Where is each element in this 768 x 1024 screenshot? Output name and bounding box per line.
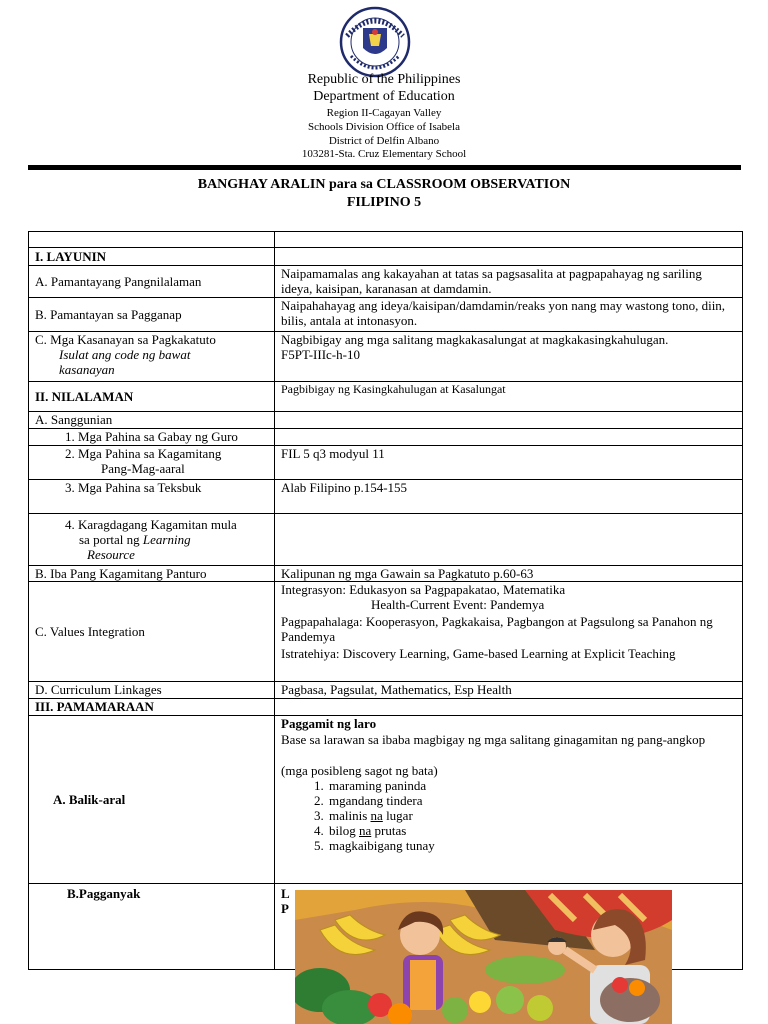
pamantayang-pangnilalaman-label: A. Pamantayang Pangnilalaman bbox=[29, 266, 275, 298]
teksbuk-label: 3. Mga Pahina sa Teksbuk bbox=[65, 480, 202, 495]
answer-item: 4. bilog na prutas bbox=[327, 823, 736, 838]
iba-pang-kagamitan-value: Kalipunan ng mga Gawain sa Pagkatuto p.60-63 bbox=[275, 566, 743, 582]
teksbuk-cell bbox=[29, 480, 275, 514]
gabay-ng-guro-label: 1. Mga Pahina sa Gabay ng Guro bbox=[65, 429, 238, 444]
answer-list bbox=[281, 778, 736, 853]
kagamitang-value: FIL 5 q3 modyul 11 bbox=[275, 446, 743, 480]
teksbuk-value: Alab Filipino p.154-155 bbox=[275, 480, 743, 514]
integrasyon-text: Integrasyon: Edukasyon sa Pagpapakatao, Matematika bbox=[281, 582, 566, 597]
curriculum-linkages-label: D. Curriculum Linkages bbox=[29, 682, 275, 699]
kasanayan-cell bbox=[29, 332, 275, 382]
nilalaman-value: Pagbibigay ng Kasingkahulugan at Kasalungat bbox=[275, 382, 743, 412]
deped-seal-logo bbox=[333, 6, 417, 78]
header-divider bbox=[28, 165, 741, 170]
section-layunin-heading: I. LAYUNIN bbox=[29, 248, 275, 266]
balik-aral-note: (mga posibleng sagot ng bata) bbox=[281, 763, 438, 778]
pagpapahalaga-text: Pagpapahalaga: Kooperasyon, Pagkakaisa, Pagbangon at Pagsulong sa Panahon ng Pandemya bbox=[281, 614, 713, 644]
pamantayang-pangnilalaman-value: Naipamamalas ang kakayahan at tatas sa pagsasalita at pagpapahayag ng sariling ideya, kaisipan, karanasan at damdamin. bbox=[275, 266, 743, 298]
kasanayan-value: Nagbibigay ang mga salitang magkakasalungat at magkakasingkahulugan. bbox=[281, 332, 669, 347]
balik-aral-cell bbox=[275, 716, 743, 884]
karagdagang-label-end: Resource bbox=[87, 547, 135, 562]
kagamitang-cell bbox=[29, 446, 275, 480]
karagdagang-label: 4. Karagdagang Kagamitan mula bbox=[65, 517, 237, 532]
section-pamamaraan-heading: III. PAMAMARAAN bbox=[29, 699, 275, 716]
header-district: District of Delfin Albano bbox=[328, 135, 440, 147]
market-vendor-illustration bbox=[295, 890, 672, 1024]
kagamitang-label: 2. Mga Pahina sa Kagamitang bbox=[65, 446, 222, 461]
balik-aral-label: A. Balik-aral bbox=[29, 716, 275, 884]
kagamitang-label-cont: Pang-Mag-aaral bbox=[101, 461, 185, 476]
health-event-text: Health-Current Event: Pandemya bbox=[371, 597, 545, 612]
sanggunian-label: A. Sanggunian bbox=[29, 412, 275, 429]
header-division: Schools Division Office of Isabela bbox=[308, 121, 460, 133]
istratehiya-text: Istratehiya: Discovery Learning, Game-based Learning at Explicit Teaching bbox=[281, 646, 676, 661]
pamantayan-sa-pagganap-label: B. Pamantayan sa Pagganap bbox=[29, 298, 275, 332]
kasanayan-code: F5PT-IIIc-h-10 bbox=[281, 347, 360, 362]
header-school: 103281-Sta. Cruz Elementary School bbox=[301, 148, 467, 160]
curriculum-linkages-value: Pagbasa, Pagsulat, Mathematics, Esp Health bbox=[275, 682, 743, 699]
karagdagang-label-cont: sa portal ng Learning bbox=[79, 532, 191, 547]
header-department: Department of Education bbox=[313, 89, 455, 104]
answer-item: 1. maraming paninda bbox=[327, 778, 736, 793]
balik-aral-desc: Base sa larawan sa ibaba magbigay ng mga salitang ginagamitan ng pang-angkop bbox=[281, 732, 706, 747]
answer-item: 3. malinis na lugar bbox=[327, 808, 736, 823]
answer-item: 5. magkaibigang tunay bbox=[327, 838, 736, 853]
kasanayan-sub: Isulat ang code ng bawat kasanayan bbox=[59, 347, 191, 377]
pamantayan-sa-pagganap-value: Naipahahayag ang ideya/kaisipan/damdamin/reaks yon nang may wastong tono, diin, bilis, antala at intonasyon. bbox=[275, 298, 743, 332]
header-region: Region II-Cagayan Valley bbox=[326, 107, 442, 119]
document-title: BANGHAY ARALIN para sa CLASSROOM OBSERVATION bbox=[197, 177, 571, 192]
values-integration-label: C. Values Integration bbox=[29, 582, 275, 682]
lesson-plan-table bbox=[28, 231, 743, 970]
karagdagang-cell bbox=[29, 514, 275, 566]
values-integration-cell bbox=[275, 582, 743, 682]
kasanayan-label: C. Mga Kasanayan sa Pagkakatuto bbox=[35, 332, 216, 347]
section-nilalaman-heading: II. NILALAMAN bbox=[29, 382, 275, 412]
gabay-ng-guro-cell bbox=[29, 429, 275, 446]
document-subject: FILIPINO 5 bbox=[346, 195, 422, 210]
header-republic: Republic of the Philippines bbox=[307, 72, 461, 87]
answer-item: 2. mgandang tindera bbox=[327, 793, 736, 808]
pagganyak-cell: L P bbox=[275, 884, 743, 970]
balik-aral-title: Paggamit ng laro bbox=[281, 716, 377, 731]
kasanayan-value-cell bbox=[275, 332, 743, 382]
iba-pang-kagamitan-label: B. Iba Pang Kagamitang Panturo bbox=[29, 566, 275, 582]
pagganyak-label: B.Pagganyak bbox=[29, 884, 275, 970]
